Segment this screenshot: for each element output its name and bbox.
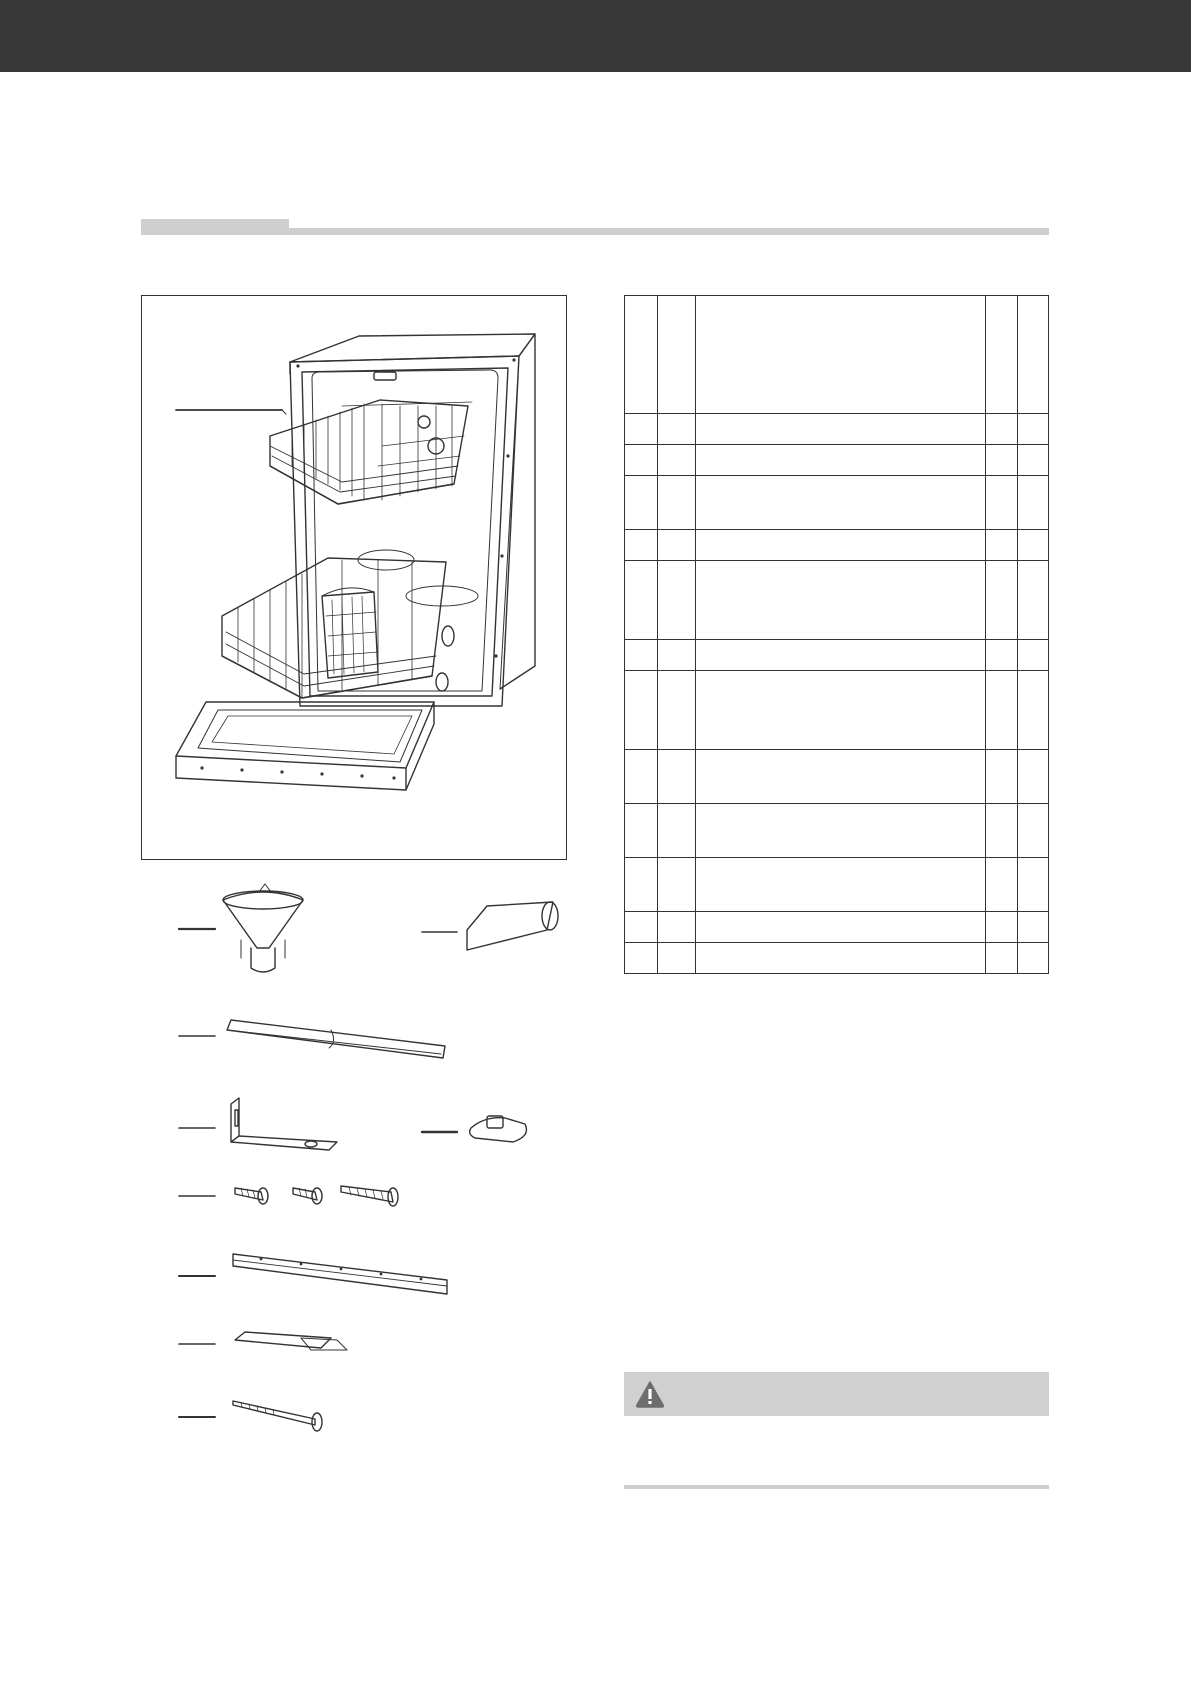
table-row	[625, 804, 1049, 858]
part-number-cell	[625, 671, 658, 750]
warning-triangle-icon	[635, 1380, 665, 1408]
part-qty-cell	[986, 912, 1018, 943]
part-name-cell	[695, 858, 985, 912]
dishwasher-open-door-illustration	[142, 296, 568, 861]
part-qty-cell	[986, 671, 1018, 750]
part-qty-cell	[986, 476, 1018, 530]
section-divider-rule	[289, 228, 1049, 235]
header-bar	[0, 0, 1191, 72]
table-row	[625, 750, 1049, 804]
table-row	[625, 530, 1049, 561]
part-qty-cell	[1018, 943, 1049, 974]
part-number-cell	[625, 561, 658, 640]
part-qty-cell	[986, 296, 1018, 414]
part-letter-cell	[657, 530, 695, 561]
part-name-cell	[695, 750, 985, 804]
hose-sleeve-icon	[422, 902, 558, 950]
section-end-rule	[624, 1485, 1049, 1489]
part-qty-cell	[1018, 296, 1049, 414]
part-number-cell	[625, 445, 658, 476]
part-qty-cell	[986, 445, 1018, 476]
part-qty-cell	[986, 750, 1018, 804]
part-name-cell	[695, 296, 985, 414]
screws-icon	[179, 1186, 398, 1206]
part-name-cell	[695, 445, 985, 476]
part-name-cell	[695, 640, 985, 671]
warning-bar	[624, 1372, 1049, 1416]
table-row	[625, 445, 1049, 476]
part-qty-cell	[1018, 530, 1049, 561]
table-row	[625, 943, 1049, 974]
part-qty-cell	[1018, 414, 1049, 445]
part-qty-cell	[1018, 640, 1049, 671]
part-qty-cell	[1018, 561, 1049, 640]
part-name-cell	[695, 943, 985, 974]
part-number-cell	[625, 530, 658, 561]
part-qty-cell	[986, 943, 1018, 974]
part-qty-cell	[1018, 445, 1049, 476]
part-number-cell	[625, 943, 658, 974]
part-qty-cell	[1018, 671, 1049, 750]
part-letter-cell	[657, 671, 695, 750]
part-qty-cell	[986, 804, 1018, 858]
part-letter-cell	[657, 640, 695, 671]
part-letter-cell	[657, 804, 695, 858]
part-letter-cell	[657, 750, 695, 804]
table-row	[625, 640, 1049, 671]
part-qty-cell	[1018, 858, 1049, 912]
part-name-cell	[695, 476, 985, 530]
table-row	[625, 414, 1049, 445]
accessories-illustration	[141, 870, 567, 1360]
mounting-rail-icon	[179, 1254, 447, 1294]
sealing-strip-icon	[179, 1020, 445, 1058]
part-name-cell	[695, 671, 985, 750]
table-row	[625, 858, 1049, 912]
part-qty-cell	[986, 561, 1018, 640]
part-number-cell	[625, 858, 658, 912]
part-letter-cell	[657, 476, 695, 530]
part-qty-cell	[1018, 912, 1049, 943]
part-letter-cell	[657, 858, 695, 912]
part-number-cell	[625, 476, 658, 530]
part-name-cell	[695, 561, 985, 640]
part-number-cell	[625, 912, 658, 943]
part-qty-cell	[986, 640, 1018, 671]
section-heading-rule	[141, 219, 289, 235]
part-letter-cell	[657, 912, 695, 943]
dishwasher-figure	[141, 295, 567, 860]
adhesive-strip-icon	[179, 1332, 347, 1350]
part-number-cell	[625, 804, 658, 858]
table-row	[625, 296, 1049, 414]
part-number-cell	[625, 750, 658, 804]
parts-table	[624, 295, 1049, 974]
part-name-cell	[695, 804, 985, 858]
part-number-cell	[625, 414, 658, 445]
part-qty-cell	[1018, 750, 1049, 804]
part-name-cell	[695, 414, 985, 445]
part-qty-cell	[1018, 804, 1049, 858]
part-qty-cell	[986, 530, 1018, 561]
hook-clip-icon	[422, 1116, 527, 1142]
wood-screw-icon	[141, 1395, 441, 1435]
part-qty-cell	[986, 414, 1018, 445]
part-letter-cell	[657, 414, 695, 445]
part-name-cell	[695, 912, 985, 943]
part-letter-cell	[657, 445, 695, 476]
mounting-bracket-icon	[179, 1098, 337, 1150]
table-row	[625, 476, 1049, 530]
part-qty-cell	[986, 858, 1018, 912]
salt-funnel-icon	[179, 884, 303, 972]
table-row	[625, 671, 1049, 750]
table-row	[625, 561, 1049, 640]
part-letter-cell	[657, 943, 695, 974]
part-number-cell	[625, 296, 658, 414]
part-letter-cell	[657, 296, 695, 414]
part-name-cell	[695, 530, 985, 561]
table-row	[625, 912, 1049, 943]
part-qty-cell	[1018, 476, 1049, 530]
part-number-cell	[625, 640, 658, 671]
part-letter-cell	[657, 561, 695, 640]
